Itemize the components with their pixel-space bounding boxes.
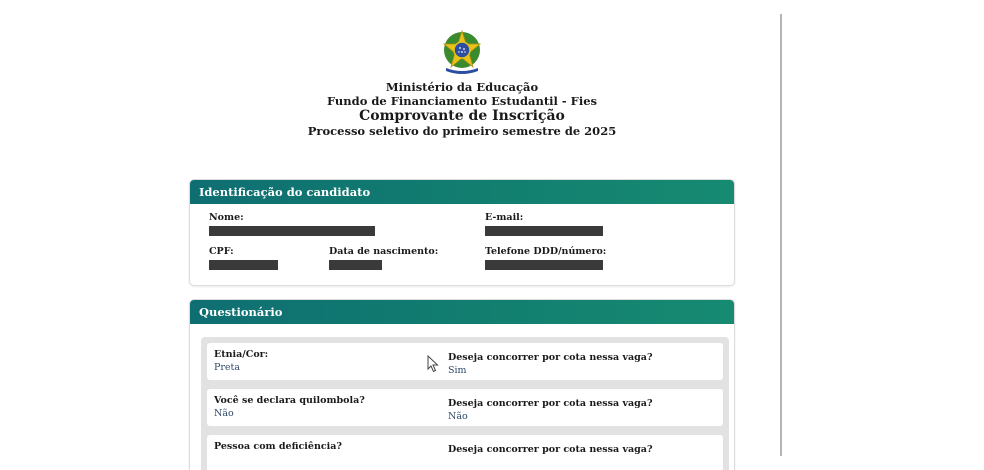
question-label: Etnia/Cor: [214, 349, 269, 360]
phone-redacted-value [485, 260, 603, 270]
identification-card-header: Identificação do candidato [190, 180, 734, 204]
questionnaire-row [207, 343, 723, 380]
questionnaire-card-header: Questionário [190, 300, 734, 324]
questionnaire-card [189, 299, 735, 470]
process-name: Processo seletivo do primeiro semestre de 2025 [307, 124, 617, 138]
mouse-pointer-icon [427, 355, 439, 373]
quota-question-label: Deseja concorrer por cota nessa vaga? [448, 352, 653, 363]
name-label: Nome: [209, 212, 244, 223]
question-label: Pessoa com deficiência? [214, 441, 342, 452]
questionnaire-row [207, 435, 723, 470]
document-title: Comprovante de Inscrição [359, 108, 565, 124]
phone-field [485, 246, 606, 270]
quota-question-value: Sim [448, 365, 467, 376]
question-value: Não [214, 408, 234, 419]
questionnaire-list [201, 337, 729, 470]
name-field [209, 212, 375, 236]
candidate-identification-card [189, 179, 735, 286]
document-header [190, 28, 734, 138]
email-label: E-mail: [485, 212, 524, 223]
quota-question-label: Deseja concorrer por cota nessa vaga? [448, 444, 653, 455]
cpf-redacted-value [209, 260, 278, 270]
birth-date-label: Data de nascimento: [329, 246, 439, 257]
cpf-label: CPF: [209, 246, 234, 257]
page-edge-divider [780, 14, 782, 456]
phone-label: Telefone DDD/número: [485, 246, 607, 257]
email-field [485, 212, 603, 236]
quota-question-label: Deseja concorrer por cota nessa vaga? [448, 398, 653, 409]
fund-name: Fundo de Financiamento Estudantil - Fies [326, 94, 598, 108]
question-value: Preta [214, 362, 241, 373]
quota-question-value: Não [448, 411, 468, 422]
questionnaire-row [207, 389, 723, 426]
birth-date-field [329, 246, 438, 270]
question-label: Você se declara quilombola? [214, 395, 365, 406]
cpf-field [209, 246, 278, 270]
name-redacted-value [209, 226, 375, 236]
brazil-coat-of-arms-icon [438, 28, 486, 76]
birth-date-redacted-value [329, 260, 382, 270]
ministry-name: Ministério da Educação [385, 80, 539, 94]
email-redacted-value [485, 226, 603, 236]
